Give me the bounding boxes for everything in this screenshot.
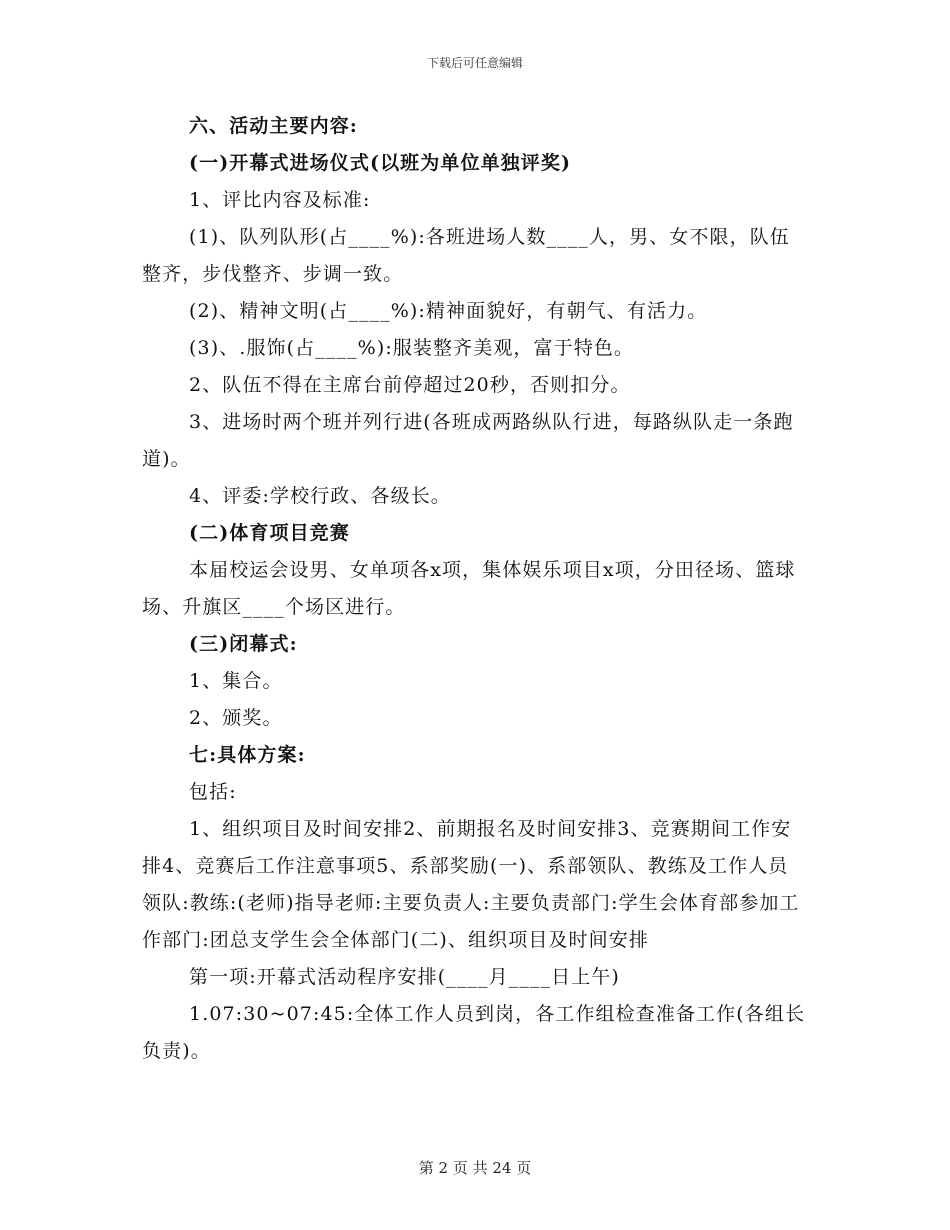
paragraph: 1、评比内容及标准: [189,189,371,211]
paragraph: 2、队伍不得在主席台前停超过20秒，否则扣分。 [189,374,631,396]
paragraph: (3)、.服饰(占____%):服装整齐美观，富于特色。 [189,337,635,359]
subsection-heading: (一)开幕式进场仪式(以班为单位单独评奖) [189,152,572,174]
paragraph: 1、集合。 [189,670,283,692]
paragraph: 1.07:30~07:45:全体工作人员到岗，各工作组检查准备工作(各组长负责)。 [142,1003,806,1062]
document-body [142,108,808,1070]
paragraph: (2)、精神文明(占____%):精神面貌好，有朝气、有活力。 [189,300,708,322]
subsection-heading: (二)体育项目竞赛 [189,522,350,544]
paragraph: 3、进场时两个班并列行进(各班成两路纵队行进，每路纵队走一条跑道)。 [142,411,794,470]
page-header: 下载后可任意编辑 [426,56,523,70]
paragraph: 包括: [189,781,237,803]
subsection-heading: (三)闭幕式: [189,633,298,655]
section-heading: 六、活动主要内容: [189,115,358,137]
paragraph: 1、组织项目及时间安排2、前期报名及时间安排3、竞赛期间工作安排4、竞赛后工作注意事项5、系部奖励(一)、系部领队、教练及工作人员领队:教练:(老师)指导老师:主要负责人:主要负责部门:学生会体育部参加工作部门:团总支学生会全体部门(二)、组织项目及时间安排 [142,818,800,951]
paragraph: 第一项:开幕式活动程序安排(____月____日上午) [189,966,620,988]
paragraph: 本届校运会设男、女单项各x项，集体娱乐项目x项，分田径场、篮球场、升旗区____个场区进行。 [142,559,796,618]
section-heading: 七:具体方案: [189,744,306,766]
page-footer: 第 2 页 共 24 页 [418,1159,532,1177]
paragraph: 2、颁奖。 [189,707,283,729]
paragraph: 4、评委:学校行政、各级长。 [189,485,451,507]
paragraph: (1)、队列队形(占____%):各班进场人数____人，男、女不限，队伍整齐，步伐整齐、步调一致。 [142,226,790,285]
